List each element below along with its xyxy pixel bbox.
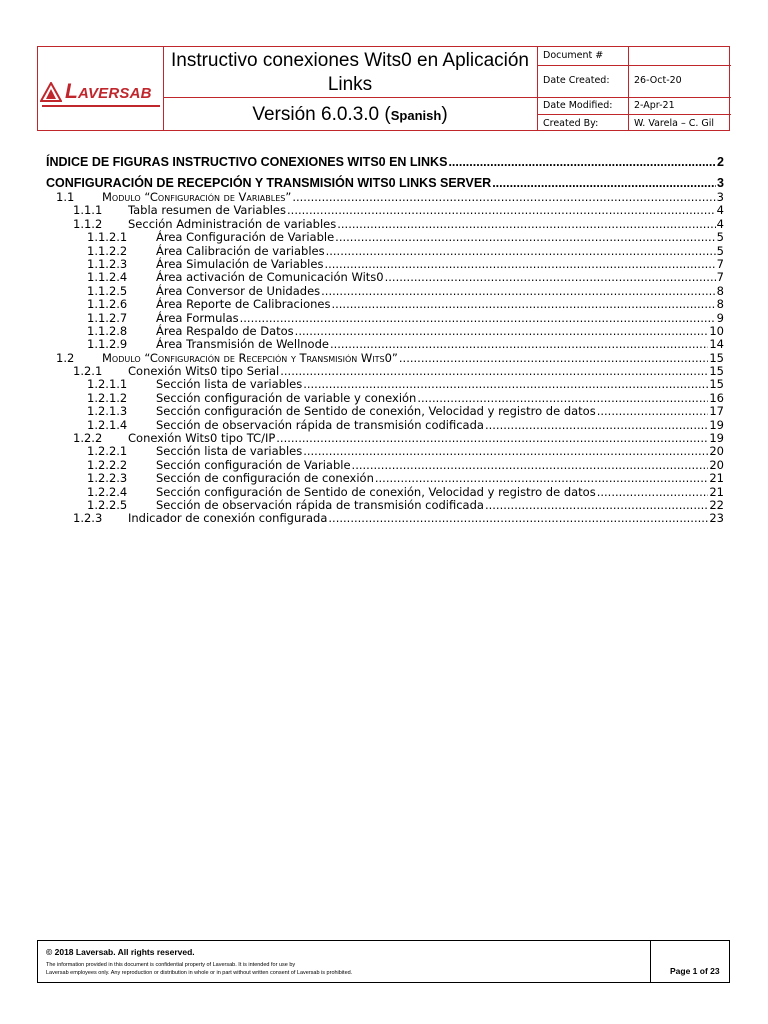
toc-entry-title: Área Formulas	[156, 310, 239, 325]
toc-dot-leader	[385, 271, 716, 284]
header-divider	[537, 114, 731, 115]
toc-entry-page: 2	[717, 155, 724, 169]
toc-dot-leader	[485, 419, 708, 432]
toc-entry[interactable]	[46, 271, 724, 284]
toc-entry-page: 4	[716, 216, 724, 231]
toc-entry[interactable]	[46, 432, 724, 445]
toc-entry-title: Sección Administración de variables	[128, 216, 337, 231]
document-footer	[37, 940, 730, 983]
toc-entry-page: 3	[717, 176, 724, 190]
toc-entry-page: 15	[709, 350, 724, 365]
toc-dot-leader	[597, 405, 709, 418]
toc-entry-title: Sección configuración de variable y conexión	[156, 390, 417, 405]
toc-entry[interactable]	[46, 352, 724, 365]
toc-entry[interactable]	[46, 378, 724, 391]
toc-entry-title: Sección de observación rápida de transmisión codificada	[156, 497, 484, 512]
toc-dot-leader	[331, 298, 715, 311]
toc-entry-number: 1.1.2.2	[87, 243, 128, 258]
toc-entry[interactable]	[46, 204, 724, 217]
toc-entry-title: Área Simulación de Variables	[156, 256, 324, 271]
toc-entry-page: 15	[709, 364, 724, 379]
toc-entry[interactable]	[46, 325, 724, 338]
header-divider	[628, 47, 629, 130]
toc-entry-title: Sección configuración de Sentido de conexión, Velocidad y registro de datos	[156, 404, 596, 419]
toc-entry-title: Área Calibración de variables	[156, 243, 325, 258]
toc-entry-number: 1.2.1.1	[87, 377, 128, 392]
toc-dot-leader	[321, 285, 716, 298]
footer-divider	[650, 941, 651, 982]
toc-entry-number: 1.1.2.3	[87, 256, 128, 271]
toc-entry-number: 1.2	[56, 350, 75, 365]
toc-entry-page: 7	[716, 256, 724, 271]
toc-dot-leader	[276, 432, 708, 445]
toc-dot-leader	[337, 218, 715, 231]
toc-entry-title: Sección de configuración de conexión	[156, 471, 374, 486]
toc-entry-page: 20	[709, 457, 724, 472]
toc-entry-number: 1.1.2.7	[87, 310, 128, 325]
toc-dot-leader	[287, 204, 716, 217]
document-version: Versión 6.0.3.0 (Spanish)	[252, 104, 448, 125]
toc-entry-number: 1.2.2.3	[87, 471, 128, 486]
toc-entry-number: 1.2.2.2	[87, 457, 128, 472]
toc-dot-leader	[352, 459, 709, 472]
document-header: LAVERSAB Instructivo conexiones Wits0 en Aplicación Links Versión 6.0.3.0 (Spanish) Document # Date Created: 26-Oct-20 Date Modified: 2-Apr-21 Created By: W. Varela – C. Gil	[37, 46, 730, 131]
toc-entry-number: 1.2.1.2	[87, 390, 128, 405]
toc-entry-page: 8	[716, 297, 724, 312]
toc-entry-number: 1.2.3	[73, 511, 103, 526]
toc-entry-title: Modulo “Configuración de Recepción y Transmisión Wits0”	[102, 350, 398, 365]
toc-entry-page: 21	[709, 484, 724, 499]
toc-entry-page: 19	[709, 431, 724, 446]
toc-entry-number: 1.2.1.3	[87, 404, 128, 419]
header-divider	[537, 97, 731, 98]
toc-entry-page: 7	[716, 270, 724, 285]
toc-entry-title: Conexión Wits0 tipo Serial	[128, 364, 280, 379]
toc-dot-leader	[485, 499, 708, 512]
toc-entry-page: 15	[709, 377, 724, 392]
toc-entry[interactable]	[46, 218, 724, 231]
document-title: Instructivo conexiones Wits0 en Aplicación Links	[170, 50, 529, 95]
toc-dot-leader	[303, 445, 708, 458]
toc-dot-leader	[295, 325, 709, 338]
toc-entry-page: 20	[709, 444, 724, 459]
toc-entry-page: 3	[716, 190, 724, 204]
toc-dot-leader	[326, 245, 716, 258]
toc-dot-leader	[280, 365, 708, 378]
toc-entry-number: 1.2.2.4	[87, 484, 128, 499]
toc-entry[interactable]	[46, 191, 724, 204]
toc-entry-title: Área Reporte de Calibraciones	[156, 297, 331, 312]
toc-dot-leader	[492, 176, 716, 191]
toc-entry-number: 1.1.1	[73, 203, 103, 218]
toc-entry[interactable]	[46, 176, 724, 191]
toc-entry-title: Conexión Wits0 tipo TC/IP	[128, 431, 276, 446]
toc-dot-leader	[240, 312, 716, 325]
toc-dot-leader	[375, 472, 709, 485]
toc-entry-number: 1.1	[56, 190, 75, 204]
toc-entry-page: 16	[709, 390, 724, 405]
toc-entry-page: 22	[709, 497, 724, 512]
toc-entry-page: 4	[716, 203, 724, 218]
toc-entry-page: 17	[709, 404, 724, 419]
confidentiality-notice: The information provided in this document is confidential property of Laversab. It is intended for use by	[46, 962, 296, 968]
logo-wordmark: LAVERSAB	[65, 80, 152, 103]
toc-entry-number: 1.2.2	[73, 431, 103, 446]
toc-entry-page: 21	[709, 471, 724, 486]
toc-dot-leader	[292, 191, 715, 204]
toc-entry-page: 19	[709, 417, 724, 432]
toc-entry-title: ÍNDICE DE FIGURAS INSTRUCTIVO CONEXIONES WITS0 EN LINKS	[46, 155, 448, 169]
company-logo	[40, 77, 162, 107]
toc-entry-title: Modulo “Configuración de Variables”	[102, 190, 292, 204]
toc-entry-page: 14	[709, 337, 724, 352]
toc-entry-title: Sección configuración de Sentido de conexión, Velocidad y registro de datos	[156, 484, 596, 499]
toc-entry-page: 8	[716, 283, 724, 298]
toc-dot-leader	[417, 392, 708, 405]
toc-entry-number: 1.1.2.8	[87, 323, 128, 338]
toc-entry-page: 10	[709, 323, 724, 338]
toc-entry-number: 1.2.1.4	[87, 417, 128, 432]
toc-entry[interactable]	[46, 245, 724, 258]
toc-entry[interactable]	[46, 365, 724, 378]
toc-entry[interactable]	[46, 405, 724, 418]
toc-entry-number: 1.1.2	[73, 216, 103, 231]
toc-entry[interactable]	[46, 499, 724, 512]
toc-entry-title: Tabla resumen de Variables	[128, 203, 287, 218]
toc-entry[interactable]	[46, 486, 724, 499]
toc-entry-page: 5	[716, 243, 724, 258]
toc-entry-number: 1.1.2.5	[87, 283, 128, 298]
toc-entry-title: Sección configuración de Variable	[156, 457, 351, 472]
toc-entry-number: 1.2.2.5	[87, 497, 128, 512]
toc-entry-title: Área activación de Comunicación Wits0	[156, 270, 384, 285]
toc-entry[interactable]	[46, 312, 724, 325]
toc-entry[interactable]	[46, 445, 724, 458]
toc-entry-number: 1.1.2.9	[87, 337, 128, 352]
toc-dot-leader	[399, 352, 708, 365]
header-divider	[537, 47, 538, 130]
toc-entry-page: 23	[709, 511, 724, 526]
header-divider	[537, 65, 731, 66]
toc-entry[interactable]	[46, 472, 724, 485]
toc-entry-title: Área Transmisión de Wellnode	[156, 337, 329, 352]
toc-entry[interactable]	[46, 419, 724, 432]
toc-entry-title: Sección lista de variables	[156, 377, 303, 392]
toc-dot-leader	[303, 378, 708, 391]
toc-entry-number: 1.1.2.1	[87, 230, 128, 245]
toc-dot-leader	[335, 231, 716, 244]
toc-entry[interactable]	[46, 231, 724, 244]
toc-entry[interactable]	[46, 459, 724, 472]
toc-entry-title: Indicador de conexión configurada	[128, 511, 328, 526]
table-of-contents	[46, 155, 724, 526]
toc-entry[interactable]	[46, 298, 724, 311]
page-number: Page 1 of 23	[670, 966, 720, 976]
toc-entry-title: CONFIGURACIÓN DE RECEPCIÓN Y TRANSMISIÓN WITS0 LINKS SERVER	[46, 176, 492, 190]
toc-entry-title: Sección de observación rápida de transmisión codificada	[156, 417, 484, 432]
toc-entry-number: 1.1.2.4	[87, 270, 128, 285]
toc-entry-title: Área Configuración de Variable	[156, 230, 335, 245]
toc-dot-leader	[328, 512, 708, 525]
toc-entry[interactable]	[46, 285, 724, 298]
toc-entry-number: 1.2.1	[73, 364, 103, 379]
toc-entry-page: 5	[716, 230, 724, 245]
toc-dot-leader	[330, 338, 708, 351]
toc-entry-title: Área Conversor de Unidades	[156, 283, 321, 298]
toc-entry[interactable]	[46, 258, 724, 271]
toc-dot-leader	[597, 486, 709, 499]
toc-entry-title: Área Respaldo de Datos	[156, 323, 294, 338]
warning-triangle-icon	[40, 82, 62, 102]
toc-entry[interactable]	[46, 338, 724, 351]
confidentiality-notice: Laversab employees only. Any reproduction or distribution in whole or in part without written consent of Laversab is prohibited.	[46, 970, 353, 976]
toc-entry-number: 1.1.2.6	[87, 297, 128, 312]
toc-dot-leader	[448, 155, 716, 170]
toc-entry-number: 1.2.2.1	[87, 444, 128, 459]
toc-entry-page: 9	[716, 310, 724, 325]
toc-entry[interactable]	[46, 155, 724, 170]
toc-entry-title: Sección lista de variables	[156, 444, 303, 459]
logo-underline	[42, 105, 160, 107]
toc-entry[interactable]	[46, 512, 724, 525]
copyright: © 2018 Laversab. All rights reserved.	[46, 947, 195, 957]
toc-entry[interactable]	[46, 392, 724, 405]
